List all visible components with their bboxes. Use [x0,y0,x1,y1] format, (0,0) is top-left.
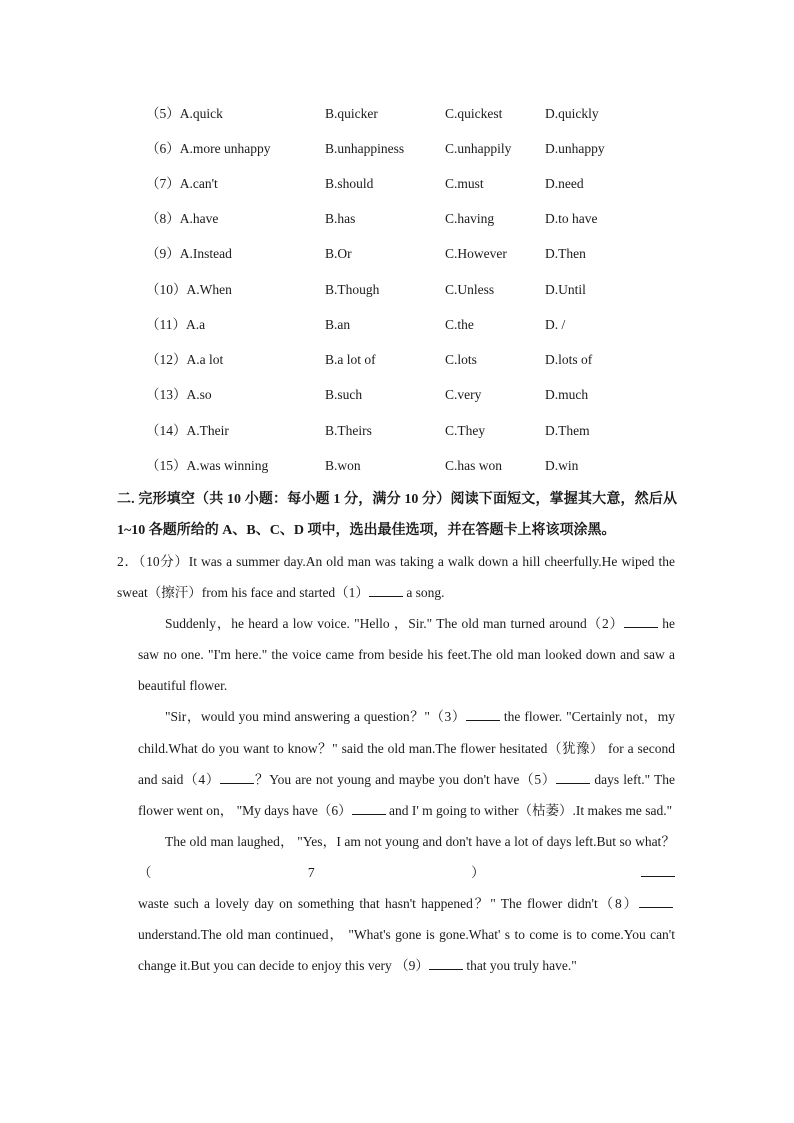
option-a: （11）A.a [146,317,206,332]
option-c: C.having [445,211,495,226]
option-b: B.has [325,211,356,226]
passage-paragraph: "Sir，would you mind answering a question？"（3） the flower. "Certainly not，my child.What do you want to know？" said the old man.The flower hesitated（犹豫） for a second and said（4） ？You are not young and maybe you don't have（5） days left." The flower went on， "My days have（6） and I' m going to wither（枯萎）.It makes me sad." [117,701,675,825]
option-c: C.unhappily [445,141,512,156]
option-d: D.much [545,387,589,402]
option-a: （8）A.have [146,211,219,226]
option-b: B.Theirs [325,423,372,438]
answer-blank [369,582,403,597]
option-d: D.Then [545,246,586,261]
option-row [0,138,794,160]
option-d: D.quickly [545,106,599,121]
option-row [0,279,794,301]
option-row [0,314,794,336]
answer-blank [429,955,463,970]
option-b: B.won [325,458,361,473]
option-d: D.win [545,458,579,473]
answer-blank [624,613,658,628]
option-d: D.Until [545,282,586,297]
option-row [0,349,794,371]
answer-blank [220,769,254,784]
option-c: C.must [445,176,484,191]
option-a: （15）A.was winning [146,458,269,473]
option-b: B.a lot of [325,352,376,367]
option-c: C.the [445,317,474,332]
answer-blank [352,800,386,815]
option-row [0,455,794,477]
option-a: （13）A.so [146,387,212,402]
option-b: B.such [325,387,363,402]
option-c: C.very [445,387,482,402]
passage-paragraph: 2．（10分）It was a summer day.An old man was taking a walk down a hill cheerfully.He wiped the sweat（擦汗）from his face and started（1） a song. [117,554,676,601]
option-row [0,420,794,442]
option-b: B.an [325,317,351,332]
option-c: C.quickest [445,106,503,121]
cloze-passage [117,546,675,981]
option-d: D.lots of [545,352,593,367]
option-d: D. / [545,317,566,332]
option-a: （7）A.can't [146,176,218,191]
option-a: （14）A.Their [146,423,229,438]
option-row [0,384,794,406]
option-c: C.However [445,246,507,261]
answer-blank [556,769,590,784]
option-d: D.unhappy [545,141,605,156]
section-title: 二. 完形填空（共 10 小题：每小题 1 分，满分 10 分）阅读下面短文，掌握其大意，然后从 1~10 各题所给的 A、B、C、D 项中，选出最佳选项，并在答题卡上将该项涂黑。 [117,492,677,538]
passage-paragraph: Suddenly，he heard a low voice. "Hello ，Sir." The old man turned around（2） he saw no one. "I'm here." the voice came from beside his feet.The old man looked down and saw a beautiful flower. [117,608,675,701]
option-c: C.lots [445,352,477,367]
option-d: D.Them [545,423,590,438]
option-row [0,103,794,125]
option-d: D.need [545,176,584,191]
option-d: D.to have [545,211,598,226]
answer-blank [466,706,500,721]
option-row [0,243,794,265]
passage-paragraph: The old man laughed， "Yes，I am not young and don't have a lot of days left.But so what？（7） waste such a lovely day on something that hasn't happened？" The flower didn't（8） understand.The old man continued， "What's gone is gone.What' s to come is to come.You can't change it.But you can decide to enjoy this very （9） that you truly have." [138,833,675,974]
option-b: B.should [325,176,374,191]
section-heading [117,484,677,546]
answer-blank [641,862,675,877]
option-b: B.Though [325,282,380,297]
option-row [0,173,794,195]
option-a: （12）A.a lot [146,352,224,367]
option-b: B.quicker [325,106,378,121]
option-a: （5）A.quick [146,106,223,121]
option-c: C.Unless [445,282,495,297]
option-b: B.Or [325,246,352,261]
option-b: B.unhappiness [325,141,405,156]
option-c: C.They [445,423,486,438]
option-a: （9）A.Instead [146,246,232,261]
option-row [0,208,794,230]
option-a: （6）A.more unhappy [146,141,271,156]
question-number: 2．（10分） [117,554,189,569]
option-c: C.has won [445,458,502,473]
option-a: （10）A.When [146,282,232,297]
answer-blank [639,893,673,908]
